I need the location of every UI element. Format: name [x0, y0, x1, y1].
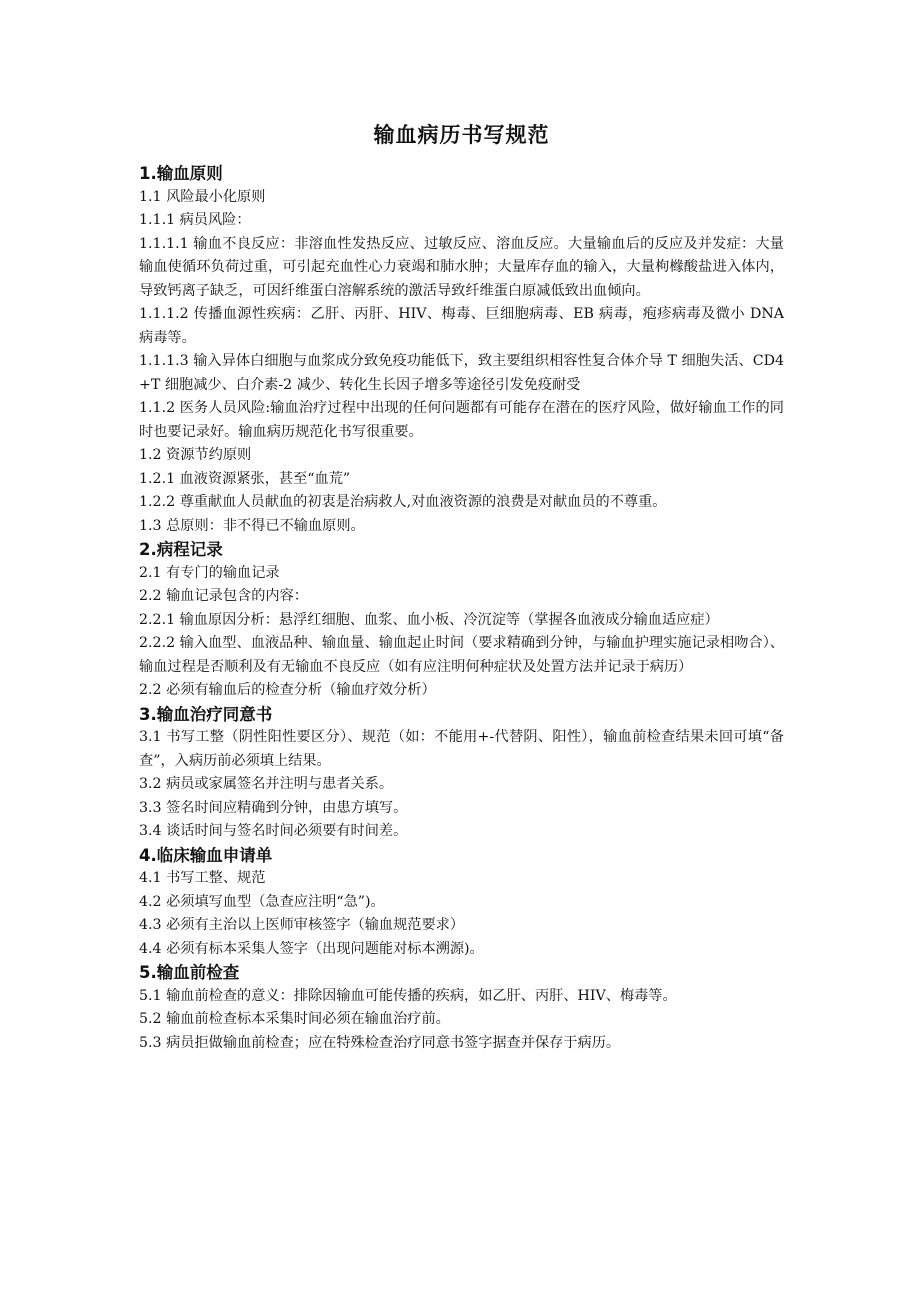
section-course-records: [139, 538, 784, 703]
paragraph: 4.1 书写工整、规范: [139, 870, 266, 886]
section-heading: 2.病程记录: [139, 540, 223, 559]
paragraph: 2.2 输血记录包含的内容：: [139, 588, 308, 604]
section-heading: 4.临床输血申请单: [139, 845, 273, 865]
paragraph: 2.2.1 输血原因分析：悬浮红细胞、血浆、血小板、冷沉淀等（掌握各血液成分输血适应症）: [139, 611, 719, 628]
paragraph: 3.1 书写工整（阴性阳性要区分）、规范（如：不能用+-代替阴、阳性），输血前检查结果未回可填“备查”，入病历前必须填上结果。: [139, 729, 784, 769]
section-heading: 5.输血前检查: [139, 963, 240, 982]
section-application-form: [139, 844, 784, 962]
paragraph: 3.4 谈话时间与签名时间必须要有时间差。: [139, 823, 408, 839]
section-heading: 1.输血原则: [139, 164, 223, 183]
paragraph: 5.2 输血前检查标本采集时间必须在输血治疗前。: [139, 1011, 450, 1027]
paragraph: 1.1.1.1 输血不良反应：非溶血性发热反应、过敏反应、溶血反应。大量输血后的反应及并发症：大量输血使循环负荷过重，可引起充血性心力衰竭和肺水肿；大量库存血的输入，大量枸橼酸盐进入体内，导致钙离子缺乏，可因纤维蛋白溶解系统的激活导致纤维蛋白原减低致出血倾向。: [139, 235, 784, 299]
paragraph: 5.1 输血前检查的意义：排除因输血可能传播的疾病，如乙肝、丙肝、HIV、梅毒等。: [139, 987, 677, 1004]
section-transfusion-principles: [139, 162, 784, 538]
paragraph: 4.4 必须有标本采集人签字（出现问题能对标本溯源)。: [139, 940, 484, 957]
paragraph: 3.3 签名时间应精确到分钟，由患方填写。: [139, 799, 408, 816]
paragraph: 1.1 风险最小化原则: [139, 188, 266, 205]
paragraph: 2.2.2 输入血型、血液品种、输血量、输血起止时间（要求精确到分钟，与输血护理实施记录相吻合）、输血过程是否顺利及有无输血不良反应（如有应注明何种症状及处置方法并记录于病历）: [139, 635, 784, 675]
paragraph: 1.2.2 尊重献血人员献血的初衷是治病救人,对血液资源的浪费是对献血员的不尊重。: [139, 494, 667, 510]
document-page: [139, 118, 784, 1055]
paragraph: 1.3 总原则：非不得已不输血原则。: [139, 517, 365, 534]
document-title: 输血病历书写规范: [373, 123, 550, 147]
paragraph: 3.2 病员或家属签名并注明与患者关系。: [139, 776, 394, 792]
paragraph: 4.2 必须填写血型（急查应注明“急”)。: [139, 893, 385, 910]
paragraph: 1.1.1.3 输入异体白细胞与血浆成分致免疫功能低下，致主要组织相容性复合体介导 T 细胞失活、CD4+T 细胞减少、白介素-2 减少、转化生长因子增多等途径引发免疫耐受: [139, 353, 784, 393]
paragraph: 1.1.1 病员风险：: [139, 212, 251, 228]
section-consent-form: [139, 703, 784, 844]
section-pre-transfusion-tests: [139, 961, 784, 1055]
paragraph: 1.2.1 血液资源紧张，甚至“血荒”: [139, 470, 351, 487]
paragraph: 1.1.1.2 传播血源性疾病：乙肝、丙肝、HIV、梅毒、巨细胞病毒、EB 病毒，疱疹病毒及微小 DNA 病毒等。: [139, 306, 784, 346]
paragraph: 1.1.2 医务人员风险:输血治疗过程中出现的任何问题都有可能存在潜在的医疗风险，做好输血工作的同时也要记录好。输血病历规范化书写很重要。: [139, 400, 784, 440]
section-heading: 3.输血治疗同意书: [139, 704, 273, 724]
paragraph: 2.1 有专门的输血记录: [139, 564, 280, 581]
paragraph: 2.2 必须有输血后的检查分析（输血疗效分析）: [139, 682, 436, 698]
paragraph: 5.3 病员拒做输血前检查；应在特殊检查治疗同意书签字据查并保存于病历。: [139, 1034, 621, 1051]
paragraph: 1.2 资源节约原则: [139, 447, 252, 463]
paragraph: 4.3 必须有主治以上医师审核签字（输血规范要求）: [139, 917, 465, 933]
